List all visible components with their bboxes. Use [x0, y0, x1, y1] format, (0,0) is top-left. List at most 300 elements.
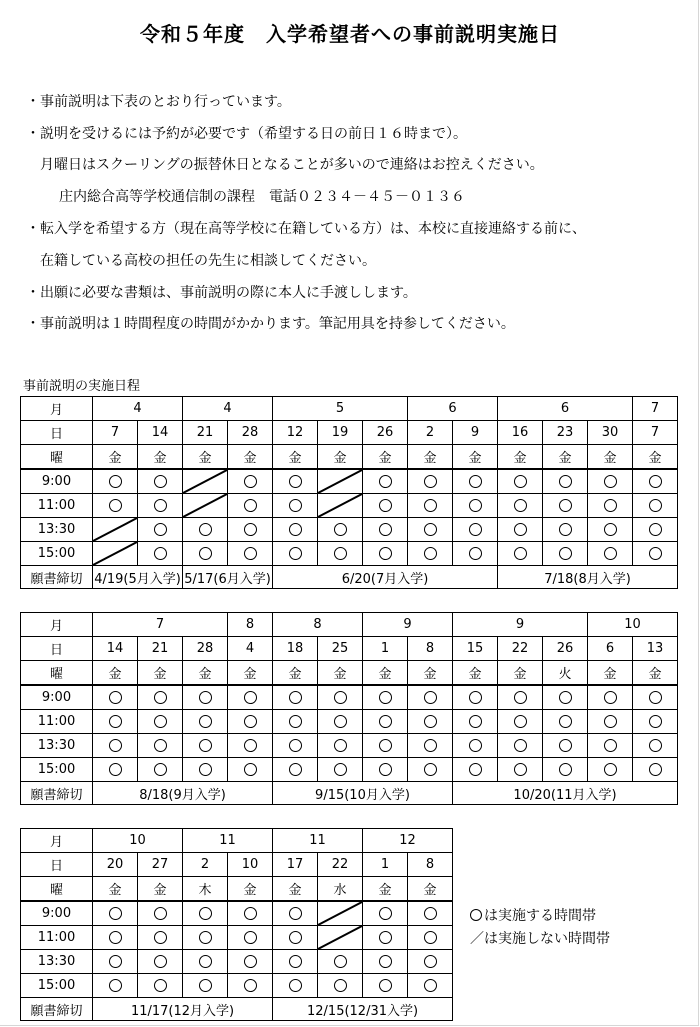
- weekday-cell: 金: [93, 661, 138, 686]
- held-slot: [183, 758, 228, 782]
- weekday-cell: 金: [183, 445, 228, 470]
- slash-icon: [183, 470, 227, 493]
- held-slot: [408, 494, 453, 518]
- open-circle-icon: [154, 739, 167, 752]
- open-circle-icon: [199, 739, 212, 752]
- open-circle-icon: [199, 715, 212, 728]
- held-slot: [543, 542, 588, 566]
- held-slot: [498, 469, 543, 494]
- open-circle-icon: [154, 499, 167, 512]
- not-held-slot: [318, 901, 363, 926]
- held-slot: [138, 901, 183, 926]
- open-circle-icon: [289, 499, 302, 512]
- open-circle-icon: [470, 909, 482, 921]
- open-circle-icon: [244, 931, 257, 944]
- open-circle-icon: [604, 763, 617, 776]
- open-circle-icon: [289, 523, 302, 536]
- open-circle-icon: [154, 979, 167, 992]
- held-slot: [363, 758, 408, 782]
- held-slot: [183, 542, 228, 566]
- day-cell: 6: [588, 637, 633, 661]
- deadline-row: [21, 998, 453, 1021]
- weekday-cell: 金: [453, 445, 498, 470]
- month-header: 月: [21, 397, 93, 421]
- day-row: [21, 637, 678, 661]
- open-circle-icon: [109, 499, 122, 512]
- open-circle-icon: [649, 499, 662, 512]
- day-cell: 2: [408, 421, 453, 445]
- held-slot: [363, 542, 408, 566]
- day-cell: 27: [138, 853, 183, 877]
- held-slot: [93, 494, 138, 518]
- month-cell: 9: [453, 613, 588, 637]
- held-slot: [228, 734, 273, 758]
- open-circle-icon: [559, 715, 572, 728]
- open-circle-icon: [649, 547, 662, 560]
- day-header: 日: [21, 853, 93, 877]
- open-circle-icon: [604, 691, 617, 704]
- open-circle-icon: [559, 763, 572, 776]
- note-4: ・出願に必要な書類は、事前説明の際に本人に手渡しします。: [26, 285, 417, 301]
- held-slot: [408, 518, 453, 542]
- held-slot: [273, 901, 318, 926]
- time-slot-label: 9:00: [21, 469, 93, 494]
- weekday-cell: 金: [633, 661, 678, 686]
- deadline-cell: 4/19(5月入学): [93, 566, 183, 589]
- held-slot: [183, 734, 228, 758]
- open-circle-icon: [514, 739, 527, 752]
- open-circle-icon: [109, 475, 122, 488]
- held-slot: [228, 926, 273, 950]
- month-header: 月: [21, 829, 93, 853]
- open-circle-icon: [334, 739, 347, 752]
- note-2-continued: 月曜日はスクーリングの振替休日となることが多いので連絡はお控えください。: [40, 157, 544, 173]
- open-circle-icon: [109, 715, 122, 728]
- open-circle-icon: [244, 475, 257, 488]
- deadline-cell: 12/15(12/31入学): [273, 998, 453, 1021]
- weekday-header: 曜: [21, 877, 93, 902]
- held-slot: [633, 685, 678, 710]
- weekday-cell: 金: [543, 445, 588, 470]
- held-slot: [273, 974, 318, 998]
- weekday-header: 曜: [21, 445, 93, 470]
- open-circle-icon: [424, 979, 437, 992]
- open-circle-icon: [244, 955, 257, 968]
- held-slot: [543, 685, 588, 710]
- open-circle-icon: [109, 691, 122, 704]
- held-slot: [363, 518, 408, 542]
- held-slot: [183, 901, 228, 926]
- open-circle-icon: [109, 931, 122, 944]
- day-cell: 1: [363, 637, 408, 661]
- open-circle-icon: [244, 547, 257, 560]
- schedule-table-2: [20, 612, 678, 805]
- month-cell: 6: [408, 397, 498, 421]
- open-circle-icon: [424, 499, 437, 512]
- open-circle-icon: [199, 547, 212, 560]
- held-slot: [588, 710, 633, 734]
- held-slot: [453, 469, 498, 494]
- legend: [470, 905, 610, 951]
- held-slot: [273, 758, 318, 782]
- open-circle-icon: [469, 763, 482, 776]
- held-slot: [408, 710, 453, 734]
- weekday-cell: 金: [633, 445, 678, 470]
- held-slot: [633, 542, 678, 566]
- open-circle-icon: [154, 547, 167, 560]
- deadline-cell: 8/18(9月入学): [93, 782, 273, 805]
- not-held-slot: [93, 518, 138, 542]
- slash-icon: [318, 470, 362, 493]
- deadline-header: 願書締切: [21, 998, 93, 1021]
- weekday-cell: 金: [588, 661, 633, 686]
- open-circle-icon: [334, 763, 347, 776]
- deadline-cell: 7/18(8月入学): [498, 566, 678, 589]
- open-circle-icon: [604, 475, 617, 488]
- day-cell: 21: [138, 637, 183, 661]
- weekday-cell: 金: [318, 661, 363, 686]
- held-slot: [228, 974, 273, 998]
- month-cell: 11: [183, 829, 273, 853]
- month-cell: 5: [273, 397, 408, 421]
- time-slot-row: [21, 734, 678, 758]
- note-1: ・事前説明は下表のとおり行っています。: [26, 94, 291, 110]
- open-circle-icon: [559, 523, 572, 536]
- open-circle-icon: [379, 691, 392, 704]
- held-slot: [228, 758, 273, 782]
- open-circle-icon: [469, 547, 482, 560]
- open-circle-icon: [244, 907, 257, 920]
- day-cell: 14: [93, 637, 138, 661]
- held-slot: [633, 710, 678, 734]
- held-slot: [633, 469, 678, 494]
- slash-icon: ／: [470, 931, 484, 947]
- held-slot: [138, 518, 183, 542]
- held-slot: [408, 469, 453, 494]
- weekday-cell: 金: [408, 661, 453, 686]
- time-slot-label: 13:30: [21, 950, 93, 974]
- open-circle-icon: [154, 523, 167, 536]
- time-slot-label: 15:00: [21, 974, 93, 998]
- open-circle-icon: [244, 691, 257, 704]
- held-slot: [318, 758, 363, 782]
- held-slot: [138, 685, 183, 710]
- open-circle-icon: [649, 691, 662, 704]
- open-circle-icon: [469, 475, 482, 488]
- open-circle-icon: [649, 475, 662, 488]
- open-circle-icon: [379, 739, 392, 752]
- open-circle-icon: [469, 691, 482, 704]
- day-cell: 13: [633, 637, 678, 661]
- month-cell: 7: [93, 613, 228, 637]
- deadline-cell: 11/17(12月入学): [93, 998, 273, 1021]
- open-circle-icon: [334, 979, 347, 992]
- held-slot: [543, 758, 588, 782]
- open-circle-icon: [244, 739, 257, 752]
- weekday-cell: 金: [228, 661, 273, 686]
- month-row: [21, 613, 678, 637]
- open-circle-icon: [469, 715, 482, 728]
- open-circle-icon: [424, 547, 437, 560]
- held-slot: [633, 734, 678, 758]
- open-circle-icon: [469, 739, 482, 752]
- time-slot-row: [21, 974, 453, 998]
- held-slot: [138, 926, 183, 950]
- open-circle-icon: [289, 715, 302, 728]
- month-cell: 8: [228, 613, 273, 637]
- open-circle-icon: [379, 715, 392, 728]
- open-circle-icon: [154, 715, 167, 728]
- weekday-cell: 金: [453, 661, 498, 686]
- open-circle-icon: [469, 523, 482, 536]
- held-slot: [363, 469, 408, 494]
- held-slot: [363, 926, 408, 950]
- open-circle-icon: [289, 907, 302, 920]
- held-slot: [588, 542, 633, 566]
- not-held-slot: [93, 542, 138, 566]
- held-slot: [498, 734, 543, 758]
- held-slot: [138, 542, 183, 566]
- month-header: 月: [21, 613, 93, 637]
- held-slot: [318, 518, 363, 542]
- held-slot: [318, 950, 363, 974]
- open-circle-icon: [424, 715, 437, 728]
- held-slot: [363, 901, 408, 926]
- held-slot: [408, 758, 453, 782]
- open-circle-icon: [424, 523, 437, 536]
- held-slot: [183, 710, 228, 734]
- note-5: ・事前説明は１時間程度の時間がかかります。筆記用具を持参してください。: [26, 316, 515, 332]
- held-slot: [453, 494, 498, 518]
- open-circle-icon: [244, 499, 257, 512]
- weekday-cell: 金: [318, 445, 363, 470]
- day-cell: 30: [588, 421, 633, 445]
- weekday-cell: 金: [363, 445, 408, 470]
- held-slot: [273, 542, 318, 566]
- held-slot: [273, 734, 318, 758]
- weekday-cell: 金: [408, 445, 453, 470]
- deadline-header: 願書締切: [21, 782, 93, 805]
- held-slot: [93, 950, 138, 974]
- not-held-slot: [318, 469, 363, 494]
- held-slot: [93, 710, 138, 734]
- note-3-continued: 在籍している高校の担任の先生に相談してください。: [40, 253, 376, 269]
- open-circle-icon: [154, 907, 167, 920]
- held-slot: [543, 494, 588, 518]
- open-circle-icon: [649, 715, 662, 728]
- open-circle-icon: [199, 955, 212, 968]
- held-slot: [498, 494, 543, 518]
- month-cell: 4: [183, 397, 273, 421]
- open-circle-icon: [244, 715, 257, 728]
- weekday-cell: 金: [273, 877, 318, 902]
- open-circle-icon: [244, 523, 257, 536]
- month-cell: 11: [273, 829, 363, 853]
- day-cell: 7: [93, 421, 138, 445]
- time-slot-label: 11:00: [21, 926, 93, 950]
- held-slot: [408, 974, 453, 998]
- held-slot: [228, 518, 273, 542]
- legend-open-text: は実施する時間帯: [484, 908, 596, 924]
- held-slot: [633, 518, 678, 542]
- open-circle-icon: [289, 739, 302, 752]
- open-circle-icon: [154, 691, 167, 704]
- month-cell: 7: [633, 397, 678, 421]
- held-slot: [543, 518, 588, 542]
- time-slot-label: 9:00: [21, 901, 93, 926]
- open-circle-icon: [514, 475, 527, 488]
- held-slot: [183, 950, 228, 974]
- deadline-cell: 6/20(7月入学): [273, 566, 498, 589]
- slash-icon: [318, 494, 362, 517]
- day-cell: 28: [228, 421, 273, 445]
- month-cell: 12: [363, 829, 453, 853]
- open-circle-icon: [379, 475, 392, 488]
- open-circle-icon: [199, 979, 212, 992]
- held-slot: [318, 685, 363, 710]
- held-slot: [408, 542, 453, 566]
- open-circle-icon: [109, 907, 122, 920]
- note-3: ・転入学を希望する方（現在高等学校に在籍している方）は、本校に直接連絡する前に、: [26, 221, 586, 237]
- open-circle-icon: [559, 739, 572, 752]
- held-slot: [588, 469, 633, 494]
- weekday-row: [21, 445, 678, 470]
- held-slot: [93, 901, 138, 926]
- held-slot: [363, 685, 408, 710]
- held-slot: [228, 950, 273, 974]
- schedule-table-3: [20, 828, 453, 1021]
- open-circle-icon: [514, 499, 527, 512]
- open-circle-icon: [514, 691, 527, 704]
- open-circle-icon: [379, 499, 392, 512]
- day-cell: 18: [273, 637, 318, 661]
- held-slot: [453, 518, 498, 542]
- open-circle-icon: [424, 475, 437, 488]
- day-cell: 25: [318, 637, 363, 661]
- month-row: [21, 829, 453, 853]
- open-circle-icon: [379, 955, 392, 968]
- open-circle-icon: [424, 955, 437, 968]
- time-slot-row: [21, 901, 453, 926]
- open-circle-icon: [514, 523, 527, 536]
- open-circle-icon: [289, 547, 302, 560]
- open-circle-icon: [379, 979, 392, 992]
- slash-icon: [318, 902, 362, 925]
- weekday-cell: 金: [138, 445, 183, 470]
- held-slot: [453, 758, 498, 782]
- held-slot: [138, 494, 183, 518]
- legend-open: [470, 905, 610, 928]
- weekday-cell: 金: [273, 445, 318, 470]
- weekday-row: [21, 661, 678, 686]
- held-slot: [633, 758, 678, 782]
- schedule-table-1: [20, 396, 678, 589]
- held-slot: [588, 518, 633, 542]
- weekday-cell: 金: [498, 445, 543, 470]
- held-slot: [633, 494, 678, 518]
- held-slot: [273, 710, 318, 734]
- deadline-row: [21, 782, 678, 805]
- open-circle-icon: [514, 715, 527, 728]
- weekday-cell: 金: [183, 661, 228, 686]
- open-circle-icon: [469, 499, 482, 512]
- open-circle-icon: [649, 763, 662, 776]
- held-slot: [588, 494, 633, 518]
- time-slot-row: [21, 518, 678, 542]
- held-slot: [138, 974, 183, 998]
- slash-icon: [183, 494, 227, 517]
- open-circle-icon: [424, 763, 437, 776]
- month-cell: 6: [498, 397, 633, 421]
- deadline-cell: 10/20(11月入学): [453, 782, 678, 805]
- weekday-cell: 金: [588, 445, 633, 470]
- open-circle-icon: [604, 739, 617, 752]
- day-cell: 12: [273, 421, 318, 445]
- weekday-cell: 金: [273, 661, 318, 686]
- slash-icon: [318, 926, 362, 949]
- note-2: ・説明を受けるには予約が必要です（希望する日の前日１６時まで）。: [26, 126, 467, 142]
- held-slot: [498, 710, 543, 734]
- not-held-slot: [183, 494, 228, 518]
- time-slot-row: [21, 758, 678, 782]
- held-slot: [363, 734, 408, 758]
- time-slot-label: 9:00: [21, 685, 93, 710]
- open-circle-icon: [379, 547, 392, 560]
- day-cell: 19: [318, 421, 363, 445]
- day-cell: 16: [498, 421, 543, 445]
- weekday-cell: 金: [363, 877, 408, 902]
- weekday-row: [21, 877, 453, 902]
- held-slot: [363, 710, 408, 734]
- month-row: [21, 397, 678, 421]
- open-circle-icon: [559, 475, 572, 488]
- open-circle-icon: [199, 523, 212, 536]
- weekday-cell: 金: [228, 445, 273, 470]
- not-held-slot: [318, 494, 363, 518]
- held-slot: [273, 950, 318, 974]
- day-header: 日: [21, 637, 93, 661]
- weekday-cell: 火: [543, 661, 588, 686]
- open-circle-icon: [424, 691, 437, 704]
- held-slot: [228, 494, 273, 518]
- open-circle-icon: [289, 979, 302, 992]
- open-circle-icon: [379, 763, 392, 776]
- held-slot: [273, 518, 318, 542]
- held-slot: [498, 542, 543, 566]
- open-circle-icon: [559, 691, 572, 704]
- open-circle-icon: [559, 499, 572, 512]
- day-cell: 1: [363, 853, 408, 877]
- held-slot: [228, 710, 273, 734]
- legend-closed: [470, 928, 610, 951]
- open-circle-icon: [289, 691, 302, 704]
- day-cell: 4: [228, 637, 273, 661]
- held-slot: [543, 734, 588, 758]
- time-slot-label: 15:00: [21, 542, 93, 566]
- held-slot: [183, 926, 228, 950]
- open-circle-icon: [199, 691, 212, 704]
- held-slot: [93, 685, 138, 710]
- held-slot: [228, 469, 273, 494]
- open-circle-icon: [244, 979, 257, 992]
- held-slot: [408, 685, 453, 710]
- open-circle-icon: [514, 547, 527, 560]
- time-slot-row: [21, 710, 678, 734]
- open-circle-icon: [244, 763, 257, 776]
- open-circle-icon: [334, 523, 347, 536]
- held-slot: [318, 710, 363, 734]
- day-cell: 26: [543, 637, 588, 661]
